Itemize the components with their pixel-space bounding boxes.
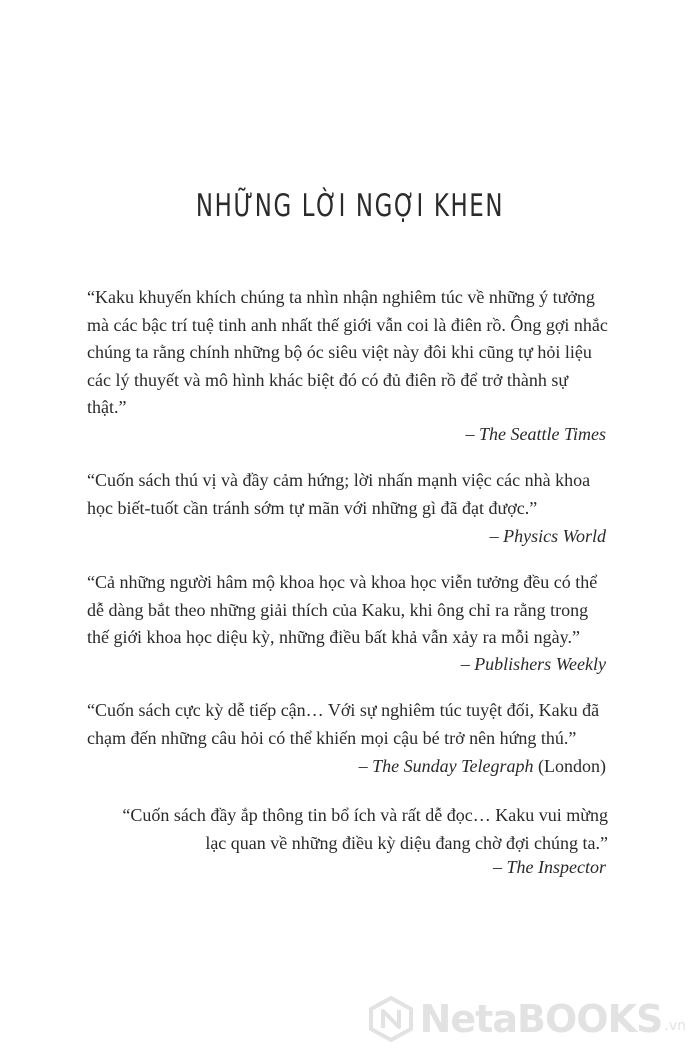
quote-1-attribution — [466, 424, 607, 445]
quote-3 — [87, 569, 611, 652]
attribution-source: Physics World — [503, 526, 606, 546]
attribution-dash: – — [493, 857, 507, 877]
attribution-dash: – — [465, 424, 479, 444]
quote-5-text: “Cuốn sách đầy ắp thông tin bổ ích và rất dễ đọc… Kaku vui mừng lạc quan về những điều kỳ diệu đang chờ đợi chúng ta.” — [122, 805, 608, 853]
quote-4-text: “Cuốn sách cực kỳ dễ tiếp cận… Với sự nghiêm túc tuyệt đối, Kaku đã chạm đến những câu hỏi có thể khiến mọi cậu bé trở nên hứng thú.” — [87, 700, 600, 748]
quote-2 — [87, 467, 611, 522]
attribution-source: The Sunday Telegraph — [372, 756, 534, 776]
quote-1-text: “Kaku khuyến khích chúng ta nhìn nhận nghiêm túc về những ý tưởng mà các bậc trí tuệ tinh anh nhất thế giới vẫn coi là điên rồ. Ông gợi nhắc chúng ta rằng chính những bộ óc siêu việt này đôi khi cũng tự hỏi liệu các lý thuyết và mô hình khác biệt đó có đủ điên rồ để trở thành sự thật.” — [87, 287, 608, 417]
attribution-dash: – — [460, 654, 475, 674]
watermark — [368, 996, 686, 1042]
quote-2-text: “Cuốn sách thú vị và đầy cảm hứng; lời nhấn mạnh việc các nhà khoa học biết-tuốt cần tránh sớm tự mãn với những gì đã đạt được.” — [87, 470, 591, 518]
quote-5-attribution — [493, 857, 606, 878]
attribution-suffix: (London) — [533, 756, 606, 776]
quote-5 — [98, 802, 608, 857]
netabooks-logo-icon — [368, 996, 414, 1042]
quote-4-attribution — [359, 756, 606, 777]
attribution-source: The Seattle Times — [479, 424, 606, 444]
attribution-dash: – — [489, 526, 504, 546]
attribution-dash: – — [358, 756, 373, 776]
quote-3-text: “Cả những người hâm mộ khoa học và khoa học viễn tưởng đều có thể dễ dàng bắt theo những giải thích của Kaku, khi ông chỉ ra rằng trong thế giới khoa học diệu kỳ, những điều bất khả vẫn xảy ra mỗi ngày.” — [87, 572, 598, 647]
attribution-source: The Inspector — [506, 857, 606, 877]
watermark-suffix: .vn — [664, 1018, 686, 1034]
quote-2-attribution — [490, 526, 606, 547]
quote-1 — [87, 284, 611, 422]
attribution-source: Publishers Weekly — [474, 654, 606, 674]
quote-3-attribution — [461, 654, 606, 675]
watermark-brand: NetaBOOKS — [419, 997, 663, 1041]
page-title: NHỮNG LỜI NGỢI KHEN — [195, 188, 505, 224]
quote-4 — [87, 697, 611, 752]
